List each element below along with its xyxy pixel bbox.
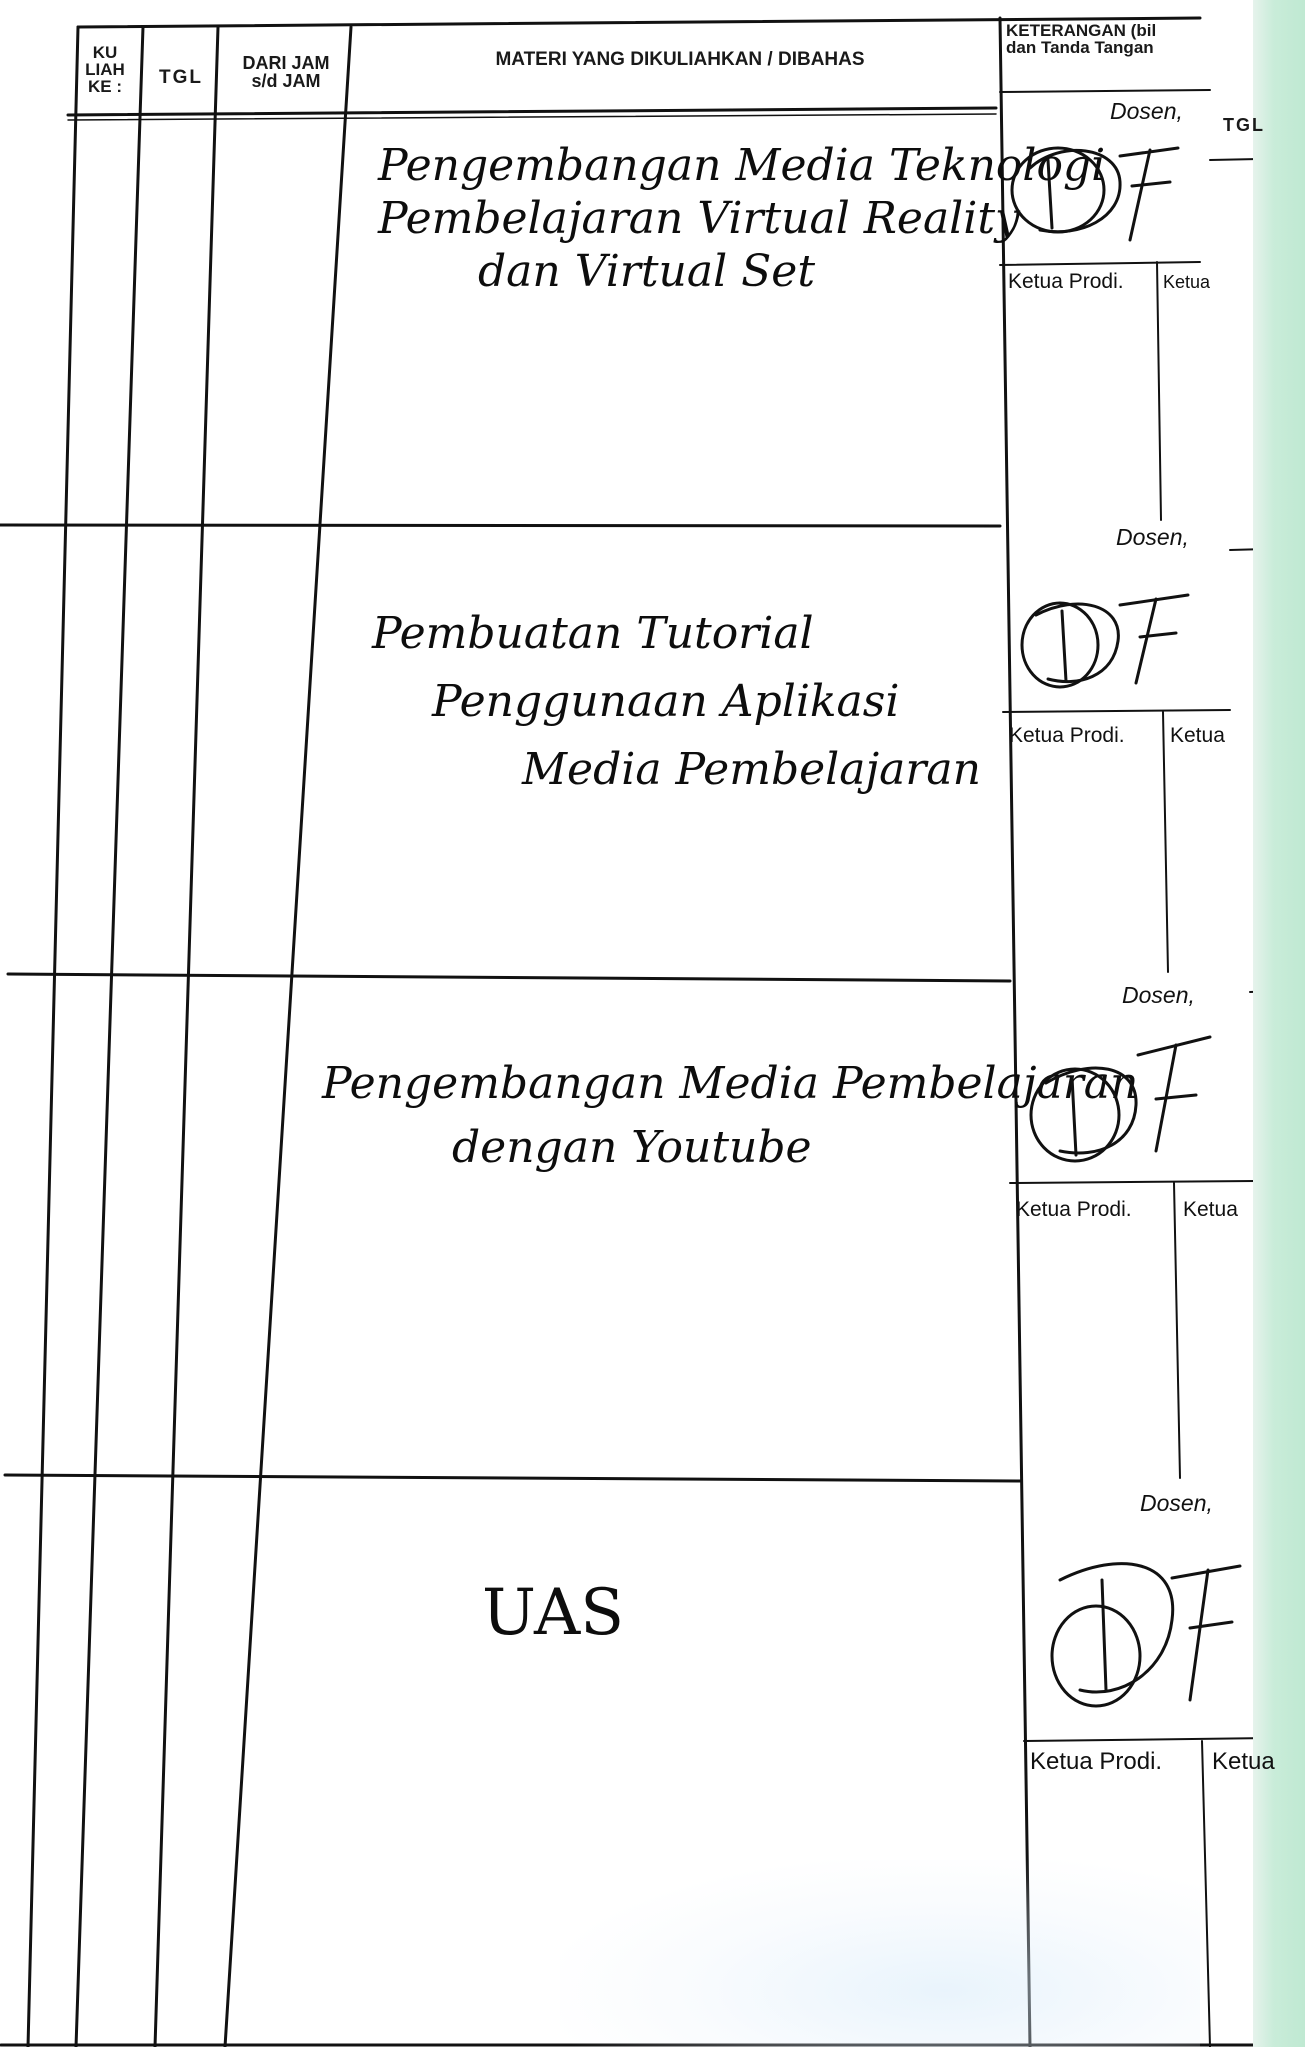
row1-materi-line2: Pembelajaran Virtual Reality xyxy=(378,192,1020,244)
col-line-left xyxy=(28,27,78,2047)
row3-materi xyxy=(322,1052,1138,1180)
row1-dosen-label: Dosen, xyxy=(1110,98,1183,124)
row3-ketua-prodi-label: Ketua Prodi. xyxy=(1016,1198,1132,1221)
col-line-jam xyxy=(225,27,351,2047)
row4-materi: UAS xyxy=(482,1576,625,1650)
row-separator-1 xyxy=(0,525,1000,526)
row4-dosen-label: Dosen, xyxy=(1140,1490,1213,1516)
row4-ketua-label: Ketua xyxy=(1212,1748,1275,1775)
row1-materi-line1: Pengembangan Media Teknologi xyxy=(378,140,1106,191)
row4-ketua-prodi-label: Ketua Prodi. xyxy=(1030,1748,1163,1775)
ket-split-1 xyxy=(1157,262,1161,520)
header-keterangan-1: KETERANGAN (bil xyxy=(1006,21,1157,40)
header-bottom-line xyxy=(68,108,996,115)
row3-materi-line1: Pengembangan Media Pembelajaran xyxy=(322,1058,1139,1109)
ket-split-2 xyxy=(1163,712,1168,972)
row2-ketua-prodi-label: Ketua Prodi. xyxy=(1009,724,1125,747)
header-kuliah-1: KU xyxy=(92,43,118,62)
header-keterangan xyxy=(1006,22,1206,56)
row3-dosen-label: Dosen, xyxy=(1122,982,1195,1008)
header-kuliah-2: LIAH xyxy=(85,60,125,79)
row1-ketua-prodi-label: Ketua Prodi. xyxy=(1008,270,1124,293)
row2-materi-line2: Penggunaan Aplikasi xyxy=(432,676,900,728)
header-kuliah xyxy=(76,44,134,95)
row3-materi-line2: dengan Youtube xyxy=(452,1121,812,1173)
row-separator-3 xyxy=(5,1475,1020,1481)
row3-signature xyxy=(1020,1025,1220,1175)
row1-materi xyxy=(378,140,1105,298)
row1-signature xyxy=(1000,120,1200,260)
header-next-tgl: TGL xyxy=(1223,115,1265,135)
ket-header-line xyxy=(1000,90,1210,92)
row3-ketua-label: Ketua xyxy=(1183,1198,1238,1221)
row2-materi-line1: Pembuatan Tutorial xyxy=(372,608,814,659)
ket-split-4 xyxy=(1202,1741,1210,2047)
header-tgl: TGL xyxy=(159,67,203,88)
header-kuliah-3: KE : xyxy=(88,77,122,96)
col-line-kuliah xyxy=(76,27,143,2047)
row1-materi-line3: dan Virtual Set xyxy=(478,245,816,297)
row2-materi xyxy=(372,600,981,805)
header-jam-2: s/d JAM xyxy=(251,71,321,91)
ket-sig-line-3 xyxy=(1010,1181,1255,1183)
header-keterangan-2: dan Tanda Tangan xyxy=(1006,38,1154,57)
header-jam xyxy=(222,54,350,90)
row2-signature xyxy=(1008,575,1208,705)
col-line-tgl xyxy=(155,27,218,2047)
ket-split-3 xyxy=(1174,1183,1180,1478)
row2-ketua-label: Ketua xyxy=(1170,724,1225,747)
row1-ketua-label: Ketua xyxy=(1163,272,1211,292)
row2-materi-line3: Media Pembelajaran xyxy=(522,744,981,796)
ket-sig-line-4 xyxy=(1024,1738,1275,1741)
row2-dosen-label: Dosen, xyxy=(1116,524,1189,550)
ket-sig-line-2 xyxy=(1003,710,1230,712)
row4-signature xyxy=(1040,1540,1260,1720)
header-jam-1: DARI JAM xyxy=(242,53,330,73)
next-page-edge xyxy=(1253,0,1305,2047)
header-materi: MATERI YANG DIKULIAHKAN / DIBAHAS xyxy=(495,49,865,70)
row-separator-2 xyxy=(8,974,1010,981)
